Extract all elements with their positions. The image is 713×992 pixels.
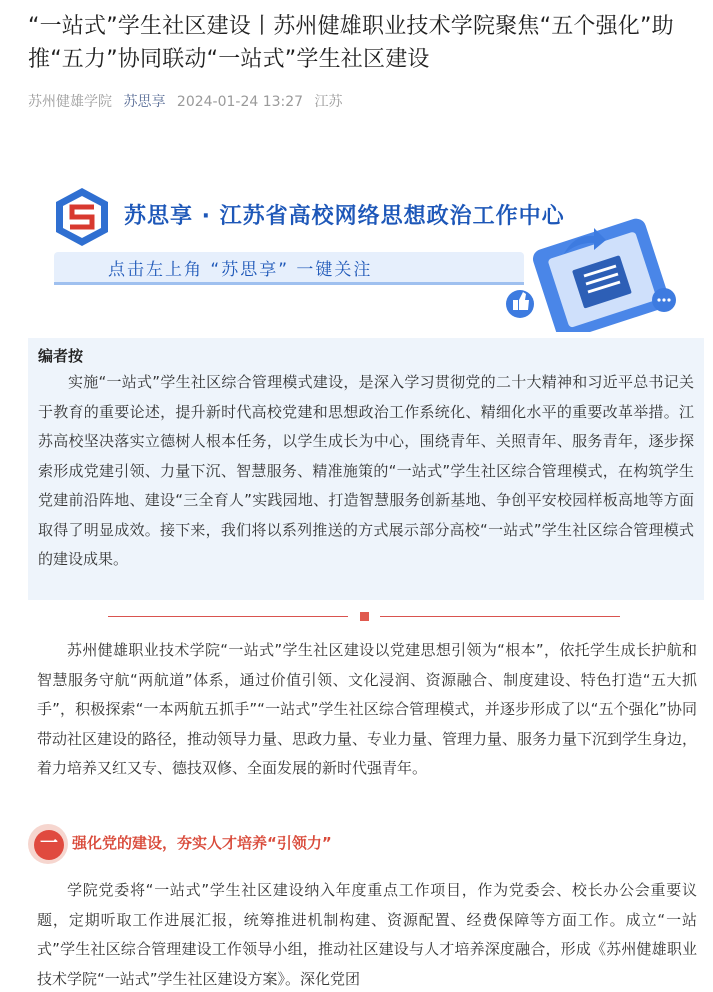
article-meta [28,91,350,111]
follow-banner[interactable] [28,170,700,332]
szx-logo-icon [56,188,108,246]
section-heading [28,820,700,864]
editor-note [28,338,704,600]
phone-illustration-icon [530,216,671,332]
editor-note-heading: 编者按 [38,347,84,365]
section-divider [108,612,620,622]
thumbs-up-icon [506,290,534,318]
editor-note-text: 实施“一站式”学生社区综合管理模式建设，是深入学习贯彻党的二十大精神和习近平总书记关于教育的重要论述，提升新时代高校党建和思想政治工作系统化、精细化水平的重要改革举措。江苏高校坚决落实立德树人根本任务，以学生成长为中心，围绕青年、关照青年、服务青年，逐步探索形成党建引领、力量下沉、智慧服务、精准施策的“一站式”学生社区综合管理模式，在构筑学生党建前沿阵地、建设“三全育人”实践园地、打造智慧服务创新基地、争创平安校园样板高地等方面取得了明显成效。接下来，我们将以系列推送的方式展示部分高校“一站式”学生社区综合管理模式的建设成果。 [38,373,694,568]
banner-headline: 苏思享 · 江苏省高校网络思想政治工作中心 [124,204,565,229]
publish-time: 2024-01-24 13:27 [176,94,304,110]
account-link[interactable]: 苏思享 [123,94,166,110]
banner-cta: 点击左上角 “苏思享” 一键关注 [108,260,373,280]
section-number-badge: 一 [34,830,64,860]
divider-diamond [360,612,369,621]
comment-bubble-icon [652,288,676,312]
divider-line-right [380,616,620,617]
article-title: “一站式”学生社区建设丨苏州健雄职业技术学院聚焦“五个强化”助推“五力”协同联动“一站式”学生社区建设 [28,14,674,72]
publish-region: 江苏 [314,94,343,110]
source-name: 苏州健雄学院 [28,94,112,110]
banner-graphic [28,170,700,332]
section-paragraph: 学院党委将“一站式”学生社区建设纳入年度重点工作项目，作为党委会、校长办公会重要议题，定期听取工作进展汇报，统筹推进机制构建、资源配置、经费保障等方面工作。成立“一站式”学生社区综合管理建设工作领导小组，推动社区建设与人才培养深度融合，形成《苏州健雄职业技术学院“一站式”学生社区建设方案》。深化党团 [37,881,697,988]
section-title: 强化党的建设，夯实人才培养“引领力” [72,834,332,852]
intro-paragraph: 苏州健雄职业技术学院“一站式”学生社区建设以党建思想引领为“根本”，依托学生成长护航和智慧服务守航“两航道”体系，通过价值引领、文化浸润、资源融合、制度建设、特色打造“五大抓手”，积极探索“一本两航五抓手”“一站式”学生社区综合管理模式，并逐步形成了以“五个强化”协同带动社区建设的路径，推动领导力量、思政力量、专业力量、管理力量、服务力量下沉到学生身边，着力培养又红又专、德技双修、全面发展的新时代强青年。 [37,641,698,777]
divider-line-left [108,616,348,617]
